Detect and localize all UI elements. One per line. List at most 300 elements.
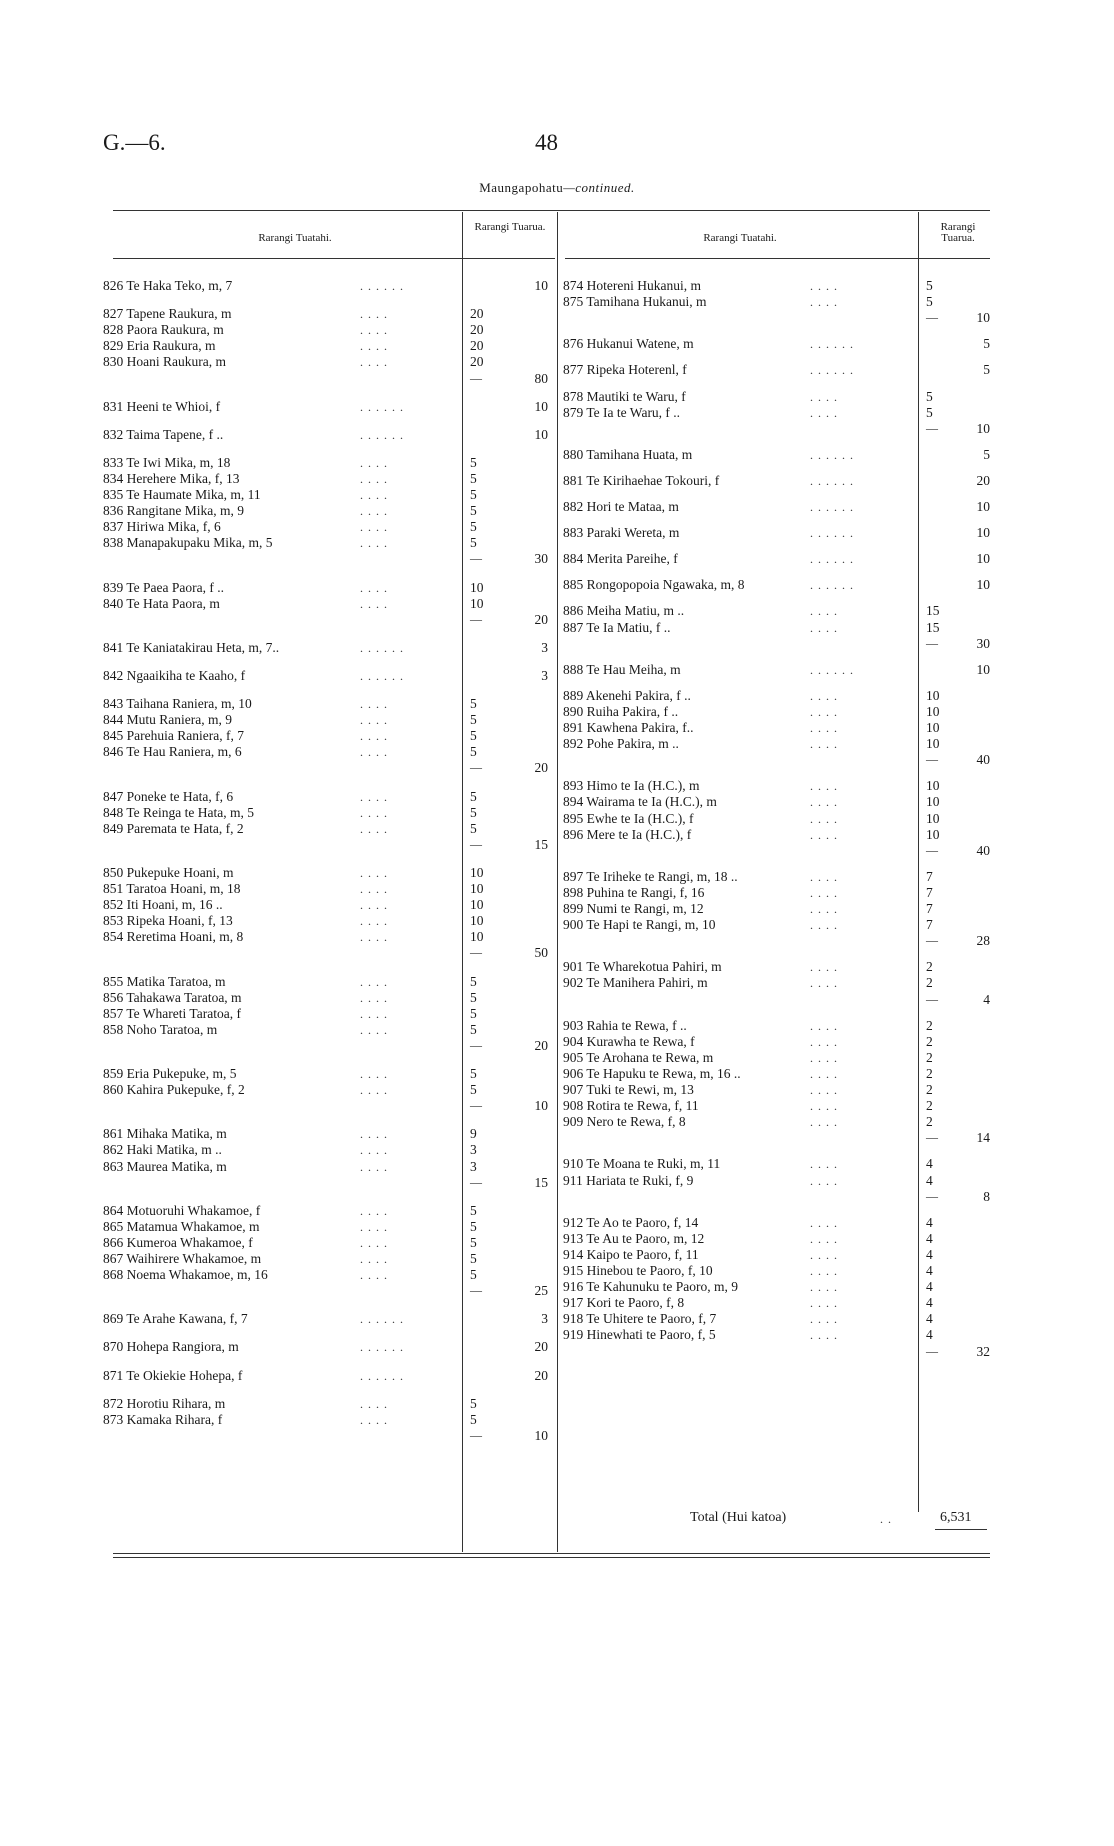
entry-share: 5 (470, 1267, 477, 1283)
entry-name: 831 Heeni te Whioi, f (103, 398, 221, 414)
group-total: 10 (976, 661, 990, 677)
leader-dots: . . . . (810, 620, 838, 635)
leader-dots: . . . . (360, 455, 388, 470)
entry-name: 851 Taratoa Hoani, m, 18 (103, 881, 241, 896)
entry-name: 916 Te Kahunuku te Paoro, m, 9 (563, 1279, 739, 1295)
leader-dots: . . . . . . (360, 399, 404, 414)
leader-dots: . . . . (810, 1115, 838, 1130)
entry-name: 846 Te Hau Raniera, m, 6 (103, 744, 242, 760)
entry-share: 20 (470, 354, 484, 370)
page-number: 48 (535, 130, 558, 155)
entry-share: 5 (470, 804, 477, 820)
leader-dots: . . . . (360, 520, 388, 535)
entry-share: 10 (926, 810, 940, 826)
entry-name: 856 Tahakawa Taratoa, m (103, 989, 242, 1005)
entry-name: 877 Ripeka Hoterenl, f (563, 362, 687, 378)
leader-dots: . . . . (810, 918, 838, 933)
group-total: 10 (534, 398, 548, 414)
section-name: Maungapohatu (479, 180, 564, 195)
subtotal-rule: — (470, 611, 482, 626)
entry-name: 833 Te Iwi Mika, m, 18 (103, 454, 231, 470)
entry-name: 898 Puhina te Rangi, f, 16 (563, 884, 705, 900)
left-share-column-rule (462, 212, 463, 1552)
entry-name: 834 Herehere Mika, f, 13 (103, 470, 240, 486)
leader-dots: . . . . (810, 779, 838, 794)
leader-dots: . . . . . . (360, 427, 404, 442)
subtotal-rule: — (926, 310, 938, 325)
leader-dots: . . . . (360, 471, 388, 486)
entry-name: 866 Kumeroa Whakamoe, f (103, 1234, 253, 1250)
entry-share: 10 (470, 595, 484, 611)
leader-dots: . . . . . . (360, 640, 404, 655)
entry-share: 7 (926, 884, 933, 900)
entry-share: 5 (470, 1082, 477, 1098)
entry-share: 5 (470, 1251, 477, 1266)
leader-dots: . . . . (810, 827, 838, 842)
leader-dots: . . . . (360, 1268, 388, 1283)
leader-dots: . . . . . . (360, 1312, 404, 1327)
group-total: 10 (534, 1427, 548, 1443)
leader-dots: . . . . (360, 536, 388, 551)
leader-dots: . . . . (810, 279, 838, 293)
subtotal-rule: — (470, 836, 482, 851)
leader-dots: . . . . (360, 1143, 388, 1158)
entry-name: 896 Mere te Ia (H.C.), f (563, 826, 692, 842)
group-total: 20 (534, 1037, 548, 1053)
entry-name: 870 Hohepa Rangiora, m (103, 1339, 239, 1355)
entry-name: 840 Te Hata Paora, m (103, 595, 220, 611)
entry-name: 842 Ngaaikiha te Kaaho, f (103, 667, 246, 683)
entry-name: 871 Te Okiekie Hohepa, f (103, 1367, 243, 1383)
entry-name: 882 Hori te Mataa, m (563, 499, 679, 514)
entry-name: 894 Wairama te Ia (H.C.), m (563, 794, 717, 810)
leader-dots: . . . . (810, 688, 838, 703)
leader-dots: . . . . (360, 1006, 388, 1021)
entry-name: 917 Kori te Paoro, f, 8 (563, 1295, 685, 1311)
entry-share: 10 (926, 736, 940, 752)
entry-name: 848 Te Reinga te Hata, m, 5 (103, 804, 255, 820)
group-total: 32 (976, 1343, 990, 1359)
entry-share: 2 (926, 1082, 933, 1097)
entry-name: 919 Hinewhati te Paoro, f, 5 (563, 1327, 716, 1343)
entry-name: 869 Te Arahe Kawana, f, 7 (103, 1311, 248, 1327)
left-names-heading: Rarangi Tuatahi. (258, 232, 332, 244)
entry-name: 890 Ruiha Pakira, f .. (563, 703, 679, 719)
entry-name: 858 Noho Taratoa, m (103, 1021, 218, 1037)
group-total: 10 (534, 1098, 548, 1114)
entry-name: 837 Hiriwa Mika, f, 6 (103, 519, 221, 535)
subtotal-rule: — (926, 1343, 938, 1358)
entry-share: 10 (926, 720, 940, 735)
entry-share: 5 (470, 487, 477, 502)
entry-share: 10 (926, 703, 940, 719)
entry-name: 899 Numi te Rangi, m, 12 (563, 901, 704, 916)
leader-dots: . . . . (810, 976, 838, 991)
entry-share: 4 (926, 1246, 933, 1262)
entry-name: 872 Horotiu Rihara, m (103, 1395, 226, 1411)
subtotal-rule: — (926, 842, 938, 857)
leader-dots: . . . . (360, 1203, 388, 1218)
entry-name: 903 Rahia te Rewa, f .. (563, 1017, 687, 1033)
entry-share: 5 (470, 989, 477, 1005)
leader-dots: . . . . (810, 1231, 838, 1246)
entry-share: 10 (470, 579, 484, 595)
entry-name: 888 Te Hau Meiha, m (563, 661, 681, 677)
group-total: 40 (976, 842, 990, 858)
entry-name: 853 Ripeka Hoani, f, 13 (103, 913, 233, 929)
entry-share: 5 (470, 470, 477, 486)
entry-name: 886 Meiha Matiu, m .. (563, 603, 685, 619)
entry-name: 862 Haki Matika, m .. (103, 1142, 222, 1158)
leader-dots: . . . . (360, 789, 388, 804)
entry-name: 912 Te Ao te Paoro, f, 14 (563, 1214, 699, 1230)
subtotal-rule: — (470, 1037, 482, 1052)
group-total: 50 (534, 945, 548, 961)
entry-name: 880 Tamihana Huata, m (563, 446, 693, 462)
entry-share: 5 (470, 820, 477, 836)
entry-name: 904 Kurawha te Rewa, f (563, 1033, 695, 1049)
entry-share: 3 (470, 1142, 477, 1158)
entry-name: 830 Hoani Raukura, m (103, 354, 226, 370)
entry-name: 874 Hotereni Hukanui, m (563, 278, 701, 293)
entry-share: 4 (926, 1279, 933, 1295)
leader-dots: . . . . (810, 1328, 838, 1343)
left-shares-heading: Rarangi Tuarua. (474, 221, 546, 233)
leader-dots: . . . . . . (810, 578, 854, 593)
leader-dots: . . . . (360, 580, 388, 595)
entry-name: 889 Akenehi Pakira, f .. (563, 687, 691, 703)
leader-dots: . . . . . . (810, 552, 854, 567)
leader-dots: . . . . (360, 990, 388, 1005)
leader-dots: . . . . . . (810, 363, 854, 378)
group-total: 15 (534, 836, 548, 852)
entry-share: 10 (470, 897, 484, 913)
leader-dots: . . . . (360, 1252, 388, 1266)
subtotal-rule: — (470, 370, 482, 385)
entry-name: 902 Te Manihera Pahiri, m (563, 975, 708, 991)
entry-name: 908 Rotira te Rewa, f, 11 (563, 1098, 699, 1114)
leader-dots: . . . . (810, 1050, 838, 1065)
leader-dots: . . . . (360, 805, 388, 820)
entry-share: 5 (470, 1066, 477, 1081)
leader-dots: . . . . (810, 295, 838, 310)
leader-dots: . . . . (810, 389, 838, 404)
leader-dots: . . . . (810, 1018, 838, 1033)
leader-dots: . . . . (360, 974, 388, 989)
entry-share: 5 (470, 1218, 477, 1234)
leader-dots: . . . . (810, 1215, 838, 1230)
leader-dots: . . . . . . (360, 1340, 404, 1355)
leader-dots: . . . . (360, 914, 388, 929)
group-total: 20 (534, 1367, 548, 1383)
leader-dots: . . . . (810, 1099, 838, 1114)
entry-share: 10 (470, 913, 484, 929)
entry-name: 845 Parehuia Raniera, f, 7 (103, 728, 244, 744)
group-total: 20 (534, 1339, 548, 1355)
leader-dots: . . . . (810, 795, 838, 810)
right-share-column-rule (918, 212, 919, 1512)
leader-dots: . . . . (810, 1280, 838, 1295)
entry-name: 852 Iti Hoani, m, 16 .. (103, 897, 223, 913)
leader-dots: . . . . (810, 1173, 838, 1188)
group-total: 3 (541, 639, 548, 655)
entry-share: 4 (926, 1230, 933, 1246)
entry-share: 5 (926, 278, 933, 293)
group-total: 8 (983, 1188, 990, 1204)
leader-dots: . . . . (360, 745, 388, 760)
leader-dots: . . . . (360, 504, 388, 519)
table-bottom-rule (113, 1553, 990, 1554)
entry-share: 5 (470, 1005, 477, 1021)
entry-name: 887 Te Ia Matiu, f .. (563, 619, 671, 635)
group-total: 20 (534, 760, 548, 776)
entry-name: 854 Reretima Hoani, m, 8 (103, 929, 244, 945)
entry-name: 906 Te Hapuku te Rewa, m, 16 .. (563, 1065, 741, 1081)
subtotal-rule: — (470, 1098, 482, 1113)
leader-dots: . . . . . . (360, 668, 404, 683)
entry-name: 884 Merita Pareihe, f (563, 551, 678, 567)
leader-dots: . . . . (360, 1083, 388, 1098)
subtotal-rule: — (470, 1427, 482, 1442)
entry-name: 879 Te Ia te Waru, f .. (563, 404, 681, 420)
subtotal-rule: — (926, 991, 938, 1006)
leader-dots: . . . . (360, 1127, 388, 1142)
entry-name: 849 Paremata te Hata, f, 2 (103, 820, 244, 836)
subtotal-rule: — (926, 1188, 938, 1203)
entry-share: 3 (470, 1158, 477, 1174)
subtotal-rule: — (926, 1130, 938, 1145)
subtotal-rule: — (470, 945, 482, 960)
subtotal-rule: — (470, 551, 482, 566)
entry-share: 5 (470, 535, 477, 551)
leader-dots: . . . . (360, 1235, 388, 1250)
table-bottom-rule-double (113, 1557, 990, 1558)
entry-share: 10 (926, 687, 940, 703)
entry-name: 868 Noema Whakamoe, m, 16 (103, 1267, 268, 1283)
group-total: 30 (534, 551, 548, 567)
entry-name: 901 Te Wharekotua Pahiri, m (563, 959, 722, 975)
leader-dots: . . . . (360, 697, 388, 711)
leader-dots: . . . . . . (810, 500, 854, 514)
subtotal-rule: — (926, 635, 938, 650)
entry-name: 843 Taihana Raniera, m, 10 (103, 696, 252, 711)
entry-name: 829 Eria Raukura, m (103, 338, 216, 354)
entry-share: 2 (926, 1049, 933, 1065)
entry-share: 20 (470, 322, 484, 338)
entry-name: 895 Ewhe te Ia (H.C.), f (563, 810, 694, 826)
group-total: 10 (534, 278, 548, 293)
leader-dots: . . . . (810, 1264, 838, 1278)
leader-dots: . . . . . . (360, 1368, 404, 1383)
entry-name: 892 Pohe Pakira, m .. (563, 736, 679, 752)
entry-name: 827 Tapene Raukura, m (103, 306, 232, 322)
table-top-rule (113, 210, 990, 211)
group-total: 25 (534, 1283, 548, 1299)
entry-share: 5 (470, 728, 477, 744)
section-title (0, 180, 1114, 196)
entry-name: 911 Hariata te Ruki, f, 9 (563, 1172, 694, 1188)
entry-share: 4 (926, 1295, 933, 1311)
leader-dots: . . . . (360, 1396, 388, 1411)
leader-dots: . . . . (360, 339, 388, 354)
leader-dots: . . . . (810, 960, 838, 975)
leader-dots: . . . . (360, 1159, 388, 1174)
entry-name: 832 Taima Tapene, f .. (103, 426, 224, 442)
entry-name: 907 Tuki te Rewi, m, 13 (563, 1082, 694, 1097)
entry-share: 2 (926, 975, 933, 991)
group-total: 4 (983, 991, 990, 1007)
header-bottom-rule-left (113, 258, 555, 259)
entry-share: 5 (470, 1411, 477, 1427)
entry-share: 10 (926, 826, 940, 842)
entry-name: 873 Kamaka Rihara, f (103, 1411, 223, 1427)
entry-share: 5 (926, 404, 933, 420)
entry-name: 913 Te Au te Paoro, m, 12 (563, 1230, 705, 1246)
entry-share: 20 (470, 306, 484, 322)
grand-total-rule (935, 1529, 987, 1530)
group-total: 10 (976, 551, 990, 567)
entry-name: 865 Matamua Whakamoe, m (103, 1218, 260, 1234)
entry-share: 5 (470, 1395, 477, 1411)
entry-name: 860 Kahira Pukepuke, f, 2 (103, 1082, 245, 1098)
entry-share: 2 (926, 1033, 933, 1049)
group-total: 10 (976, 577, 990, 593)
leader-dots: . . . . (810, 1312, 838, 1327)
entry-share: 7 (926, 917, 933, 933)
entry-share: 4 (926, 1172, 933, 1188)
entry-name: 914 Kaipo te Paoro, f, 11 (563, 1246, 699, 1262)
entry-name: 900 Te Hapi te Rangi, m, 10 (563, 917, 716, 933)
group-total: 40 (976, 752, 990, 768)
leader-dots: . . . . (810, 721, 838, 735)
subtotal-rule: — (470, 1174, 482, 1189)
leader-dots: . . . . (360, 355, 388, 370)
leader-dots: . . . . (810, 1157, 838, 1172)
entry-share: 5 (470, 788, 477, 804)
group-total: 3 (541, 1311, 548, 1327)
entry-name: 885 Rongopopoia Ngawaka, m, 8 (563, 577, 745, 593)
leader-dots: . . . . (360, 898, 388, 913)
leader-dots: . . . . . . (810, 337, 854, 352)
group-total: 30 (976, 635, 990, 651)
leader-dots: . . . . (360, 1412, 388, 1427)
entry-share: 2 (926, 1065, 933, 1081)
leader-dots: . . . . (810, 869, 838, 884)
entry-share: 10 (926, 794, 940, 810)
entry-name: 864 Motuoruhi Whakamoe, f (103, 1202, 261, 1218)
entry-name: 861 Mihaka Matika, m (103, 1126, 227, 1142)
leader-dots: . . . . (360, 1067, 388, 1081)
leader-dots: . . . . (810, 1247, 838, 1262)
leader-dots: . . . . (360, 1219, 388, 1234)
entry-name: 847 Poneke te Hata, f, 6 (103, 788, 234, 804)
entry-share: 9 (470, 1126, 477, 1142)
entry-share: 5 (470, 1234, 477, 1250)
entry-name: 881 Te Kirihaehae Tokouri, f (563, 472, 720, 488)
right-names-heading: Rarangi Tuatahi. (703, 232, 777, 244)
leader-dots: . . . . (360, 882, 388, 896)
leader-dots: . . . . (360, 865, 388, 880)
group-total: 80 (534, 370, 548, 386)
subtotal-rule: — (470, 1283, 482, 1298)
entry-name: 909 Nero te Rewa, f, 8 (563, 1114, 686, 1130)
entry-share: 15 (926, 603, 940, 619)
entry-name: 915 Hinebou te Paoro, f, 10 (563, 1263, 713, 1278)
entry-share: 2 (926, 1017, 933, 1033)
total-leader-dots: . . (880, 1512, 892, 1526)
group-total: 14 (976, 1130, 990, 1146)
entry-share: 5 (470, 712, 477, 728)
leader-dots: . . . . (810, 604, 838, 619)
entry-name: 918 Te Uhitere te Paoro, f, 7 (563, 1311, 717, 1327)
entry-share: 4 (926, 1327, 933, 1343)
leader-dots: . . . . . . (360, 279, 404, 293)
entry-share: 2 (926, 959, 933, 975)
entry-name: 891 Kawhena Pakira, f.. (563, 720, 694, 735)
leader-dots: . . . . . . (810, 662, 854, 677)
group-total: 10 (976, 499, 990, 514)
entry-name: 875 Tamihana Hukanui, m (563, 294, 707, 310)
total-label: Total (Hui katoa) (690, 1510, 787, 1525)
entry-name: 878 Mautiki te Waru, f (563, 388, 686, 404)
entry-name: 863 Maurea Matika, m (103, 1158, 227, 1174)
entry-share: 10 (470, 881, 484, 896)
entry-share: 5 (470, 744, 477, 760)
entry-share: 5 (470, 519, 477, 535)
section-continued: —continued. (563, 180, 635, 195)
entry-share: 4 (926, 1214, 933, 1230)
group-total: 10 (534, 426, 548, 442)
entry-share: 2 (926, 1098, 933, 1114)
group-total: 20 (976, 472, 990, 488)
entry-name: 910 Te Moana te Ruki, m, 11 (563, 1156, 721, 1172)
leader-dots: . . . . (360, 713, 388, 728)
leader-dots: . . . . (810, 737, 838, 752)
leader-dots: . . . . (810, 1083, 838, 1097)
group-total: 10 (976, 525, 990, 541)
entry-share: 7 (926, 868, 933, 884)
leader-dots: . . . . (360, 323, 388, 338)
entry-name: 836 Rangitane Mika, m, 9 (103, 503, 244, 519)
leader-dots: . . . . (360, 307, 388, 322)
entry-share: 5 (470, 696, 477, 711)
entry-name: 857 Te Whareti Taratoa, f (103, 1005, 241, 1021)
entry-share: 5 (470, 454, 477, 470)
group-total: 5 (983, 446, 990, 462)
entry-name: 897 Te Iriheke te Rangi, m, 18 .. (563, 868, 738, 884)
entry-name: 850 Pukepuke Hoani, m (103, 864, 234, 880)
leader-dots: . . . . . . (810, 447, 854, 462)
entry-name: 893 Himo te Ia (H.C.), m (563, 778, 700, 794)
leader-dots: . . . . (360, 930, 388, 945)
group-total: 3 (541, 667, 548, 683)
entry-share: 2 (926, 1114, 933, 1130)
entry-share: 10 (470, 929, 484, 945)
entry-name: 844 Mutu Raniera, m, 9 (103, 712, 232, 728)
entry-share: 10 (926, 778, 940, 794)
entry-name: 838 Manapakupaku Mika, m, 5 (103, 535, 273, 551)
entry-share: 5 (470, 1021, 477, 1037)
group-total: 28 (976, 933, 990, 949)
entry-share: 5 (470, 503, 477, 519)
entry-share: 10 (470, 864, 484, 880)
entry-name: 839 Te Paea Paora, f .. (103, 579, 225, 595)
leader-dots: . . . . . . (810, 473, 854, 488)
entry-share: 4 (926, 1311, 933, 1327)
leader-dots: . . . . . . (810, 526, 854, 541)
entry-share: 4 (926, 1263, 933, 1278)
entry-share: 20 (470, 338, 484, 354)
